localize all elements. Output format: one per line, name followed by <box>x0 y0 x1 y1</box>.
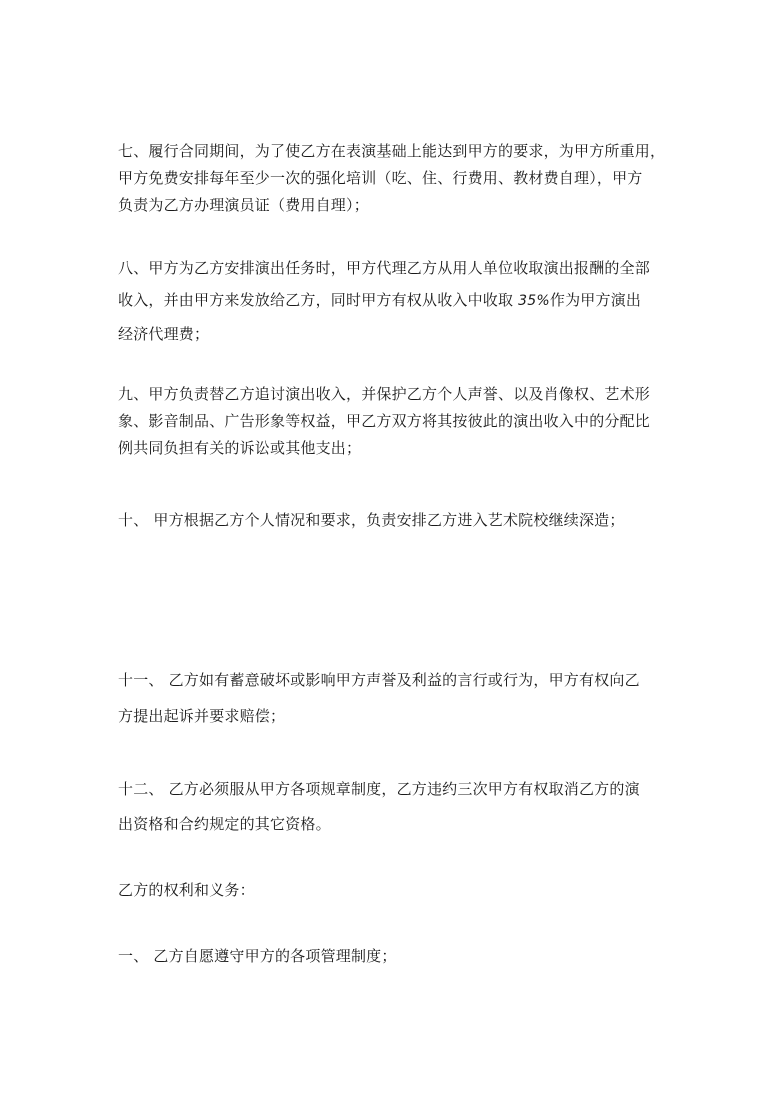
clause-7-line-3: 负责为乙方办理演员证（费用自理）； <box>118 196 369 214</box>
clause-7-line-1: 七、履行合同期间，为了使乙方在表演基础上能达到甲方的要求，为甲方所重用， <box>118 142 666 160</box>
clause-9-line-3: 例共同负担有关的诉讼或其他支出； <box>118 439 362 457</box>
clause-9-line-2: 象、影音制品、广告形象等权益，甲乙方双方将其按彼此的演出收入中的分配比 <box>118 412 651 430</box>
commission-percent: 35% <box>518 293 550 309</box>
clause-12-line-2: 出资格和合约规定的其它资格。 <box>118 815 331 833</box>
section-heading: 乙方的权利和义务： <box>118 881 255 899</box>
clause-8-line-2-post: 作为甲方演出 <box>549 291 642 309</box>
clause-7-line-2: 甲方免费安排每年至少一次的强化培训（吃、住、行费用、教材费自理），甲方 <box>118 169 643 187</box>
clause-8-line-3: 经济代理费； <box>118 325 210 343</box>
clause-8-line-2 <box>118 290 641 311</box>
party-b-clause-1-line-1: 一、 乙方自愿遵守甲方的各项管理制度； <box>118 947 397 965</box>
clause-9-line-1: 九、甲方负责替乙方追讨演出收入，并保护乙方个人声誉、以及肖像权、艺术形 <box>118 385 651 403</box>
clause-8-line-1: 八、甲方为乙方安排演出任务时，甲方代理乙方从用人单位收取演出报酬的全部 <box>118 259 651 277</box>
clause-8-line-2-pre: 收入，并由甲方来发放给乙方，同时甲方有权从收入中收取 <box>118 291 519 309</box>
clause-10-line-1: 十、 甲方根据乙方个人情况和要求，负责安排乙方进入艺术院校继续深造； <box>118 511 625 529</box>
clause-11-line-1: 十一、 乙方如有蓄意破坏或影响甲方声誉及利益的言行或行为，甲方有权向乙 <box>118 671 640 689</box>
clause-11-line-2: 方提出起诉并要求赔偿； <box>118 707 286 725</box>
clause-12-line-1: 十二、 乙方必须服从甲方各项规章制度，乙方违约三次甲方有权取消乙方的演 <box>118 780 640 798</box>
